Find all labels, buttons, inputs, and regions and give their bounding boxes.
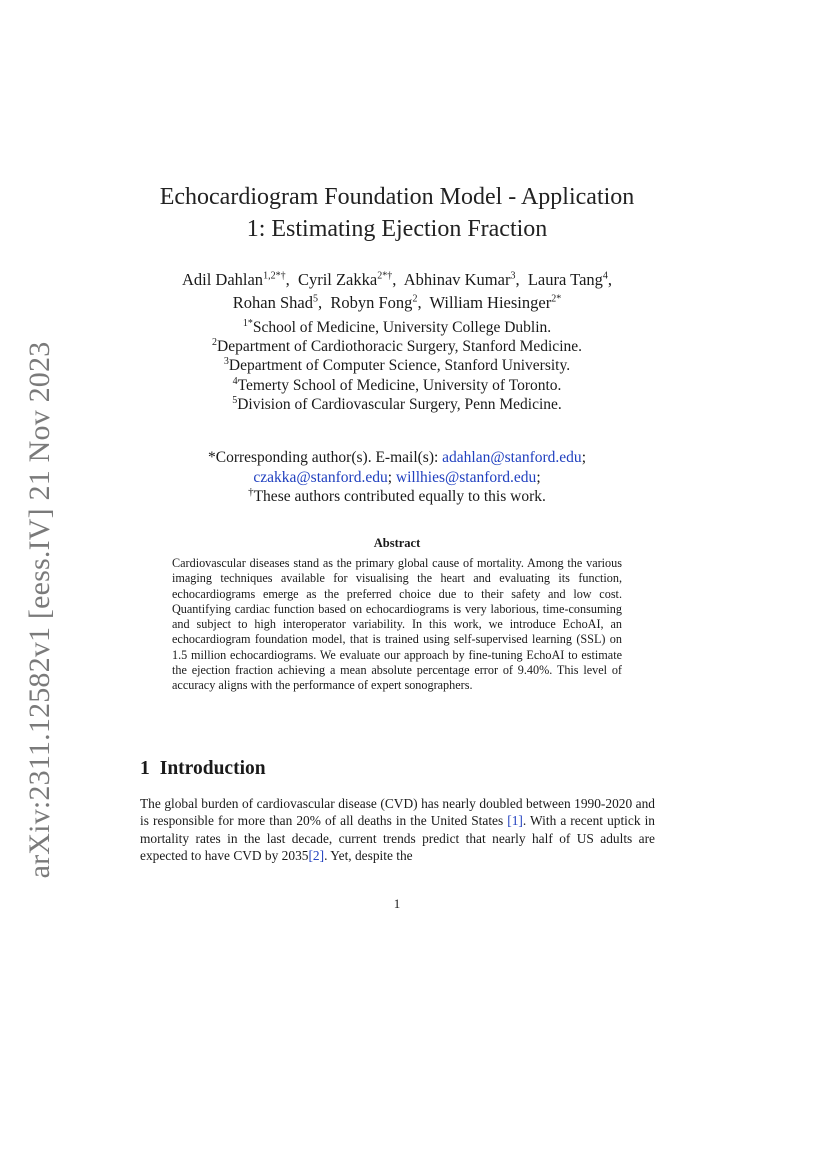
section-heading-introduction	[140, 758, 266, 780]
author-affiliation-mark: 5	[313, 293, 318, 305]
corresponding-line-1	[120, 448, 674, 468]
affiliation-list	[120, 318, 674, 414]
affiliation-mark: 3	[223, 356, 229, 368]
affiliation-text: Division of Cardiovascular Surgery, Penn Medicine.	[237, 395, 562, 413]
affiliation-item	[120, 356, 674, 375]
affiliation-mark: 2	[212, 337, 217, 349]
affiliation-mark: 5	[232, 394, 238, 406]
affiliation-text: Temerty School of Medicine, University of Toronto.	[237, 376, 562, 394]
paragraph-text: . Yet, despite the	[324, 847, 413, 863]
citation-link-2[interactable]: [2]	[308, 847, 325, 863]
affiliation-item	[120, 337, 674, 356]
affiliation-text: Department of Computer Science, Stanford University.	[228, 357, 571, 375]
section-title: Introduction	[159, 758, 266, 779]
abstract-heading: Abstract	[373, 536, 421, 550]
email-link-czakka[interactable]: czakka@stanford.edu	[253, 468, 388, 486]
corresponding-line-2	[120, 468, 674, 488]
author-line-1: Adil Dahlan$^{1,2*\dagger}$, Cyril Zakka$^{2*\dagger}$, Abhinav Kumar$^3$, Laura Tang$^4$,	[181, 270, 613, 289]
email-link-willhies[interactable]: willhies@stanford.edu	[395, 468, 537, 486]
title-line-1: Echocardiogram Foundation Model - Application	[159, 184, 635, 210]
abstract-body: Cardiovascular diseases stand as the primary global cause of mortality. Among the various imaging techniques available for visualising the heart and evaluating its function, echocardiograms emerge as the preferred choice due to their safety and low cost. Quantifying cardiac function based on echocardiograms is very laborious, time-consuming and subject to high interoperator variability. In this work, we introduce EchoAI, an echocardiogram foundation model, that is trained using self-supervised learning (SSL) on 1.5 million echocardiograms. We evaluate our approach by fine-tuning EchoAI to estimate the ejection fraction achieving a mean absolute percentage error of 9.40%. This level of accuracy aligns with the performance of expert sonographers.	[172, 556, 622, 693]
author-name: Abhinav Kumar	[403, 270, 511, 289]
author-affiliation-mark: 3	[510, 270, 516, 282]
email-separator: ;	[387, 468, 396, 486]
author-affiliation-mark: 2*†	[377, 270, 393, 282]
corresponding-author-block	[120, 448, 674, 507]
equal-contribution-mark: †	[248, 485, 254, 498]
author-affiliation-mark: 1,2*†	[263, 270, 286, 282]
citation-link-1[interactable]: [1]	[507, 813, 523, 829]
author-line-2: Rohan Shad$^5$, Robyn Fong$^2$, William Hiesinger$^{2*}$	[232, 293, 562, 312]
affiliation-mark: 1*	[242, 317, 253, 329]
author-name: William Hiesinger	[429, 293, 552, 312]
affiliation-item	[120, 318, 674, 337]
author-name: Rohan Shad	[232, 293, 313, 312]
paragraph-text: The global burden of cardiovascular disease (CVD) has nearly doubled between 1990-2020 and is responsible for more than 20% of all deaths in the United States	[140, 796, 655, 829]
affiliation-mark: 4	[232, 375, 238, 387]
author-name: Cyril Zakka	[297, 270, 378, 289]
affiliation-item	[120, 395, 674, 414]
title-line-2: 1: Estimating Ejection Fraction	[246, 216, 548, 242]
email-link-adahlan[interactable]: adahlan@stanford.edu	[442, 449, 582, 466]
affiliation-text: Department of Cardiothoracic Surgery, Stanford Medicine.	[217, 338, 582, 356]
equal-contribution-text: These authors contributed equally to this work.	[253, 488, 546, 505]
page-number: 1	[393, 896, 401, 911]
author-affiliation-mark: 4	[602, 270, 608, 282]
author-list	[120, 268, 674, 314]
author-name: Laura Tang	[527, 270, 603, 289]
equal-contribution-note	[120, 487, 674, 507]
corresponding-label: *Corresponding author(s). E-mail(s):	[207, 449, 443, 466]
email-separator: ;	[536, 468, 541, 486]
arxiv-identifier-stamp: arXiv:2311.12582v1 [eess.IV] 21 Nov 2023	[23, 341, 56, 879]
affiliation-text: School of Medicine, University College Dublin.	[252, 319, 552, 336]
email-separator: ;	[581, 449, 586, 466]
introduction-paragraph	[140, 795, 655, 864]
author-name: Adil Dahlan	[181, 270, 264, 289]
author-affiliation-mark: 2	[412, 293, 418, 305]
section-number: 1	[140, 758, 150, 779]
affiliation-item	[120, 376, 674, 395]
author-name: Robyn Fong	[330, 293, 413, 312]
paper-title	[140, 181, 654, 245]
paragraph-text: . With a recent uptick in mortality rates in the last decade, current trends predict that nearly half of US adults are expected to have CVD by 2035	[140, 813, 655, 863]
author-affiliation-mark: 2*	[551, 293, 562, 305]
